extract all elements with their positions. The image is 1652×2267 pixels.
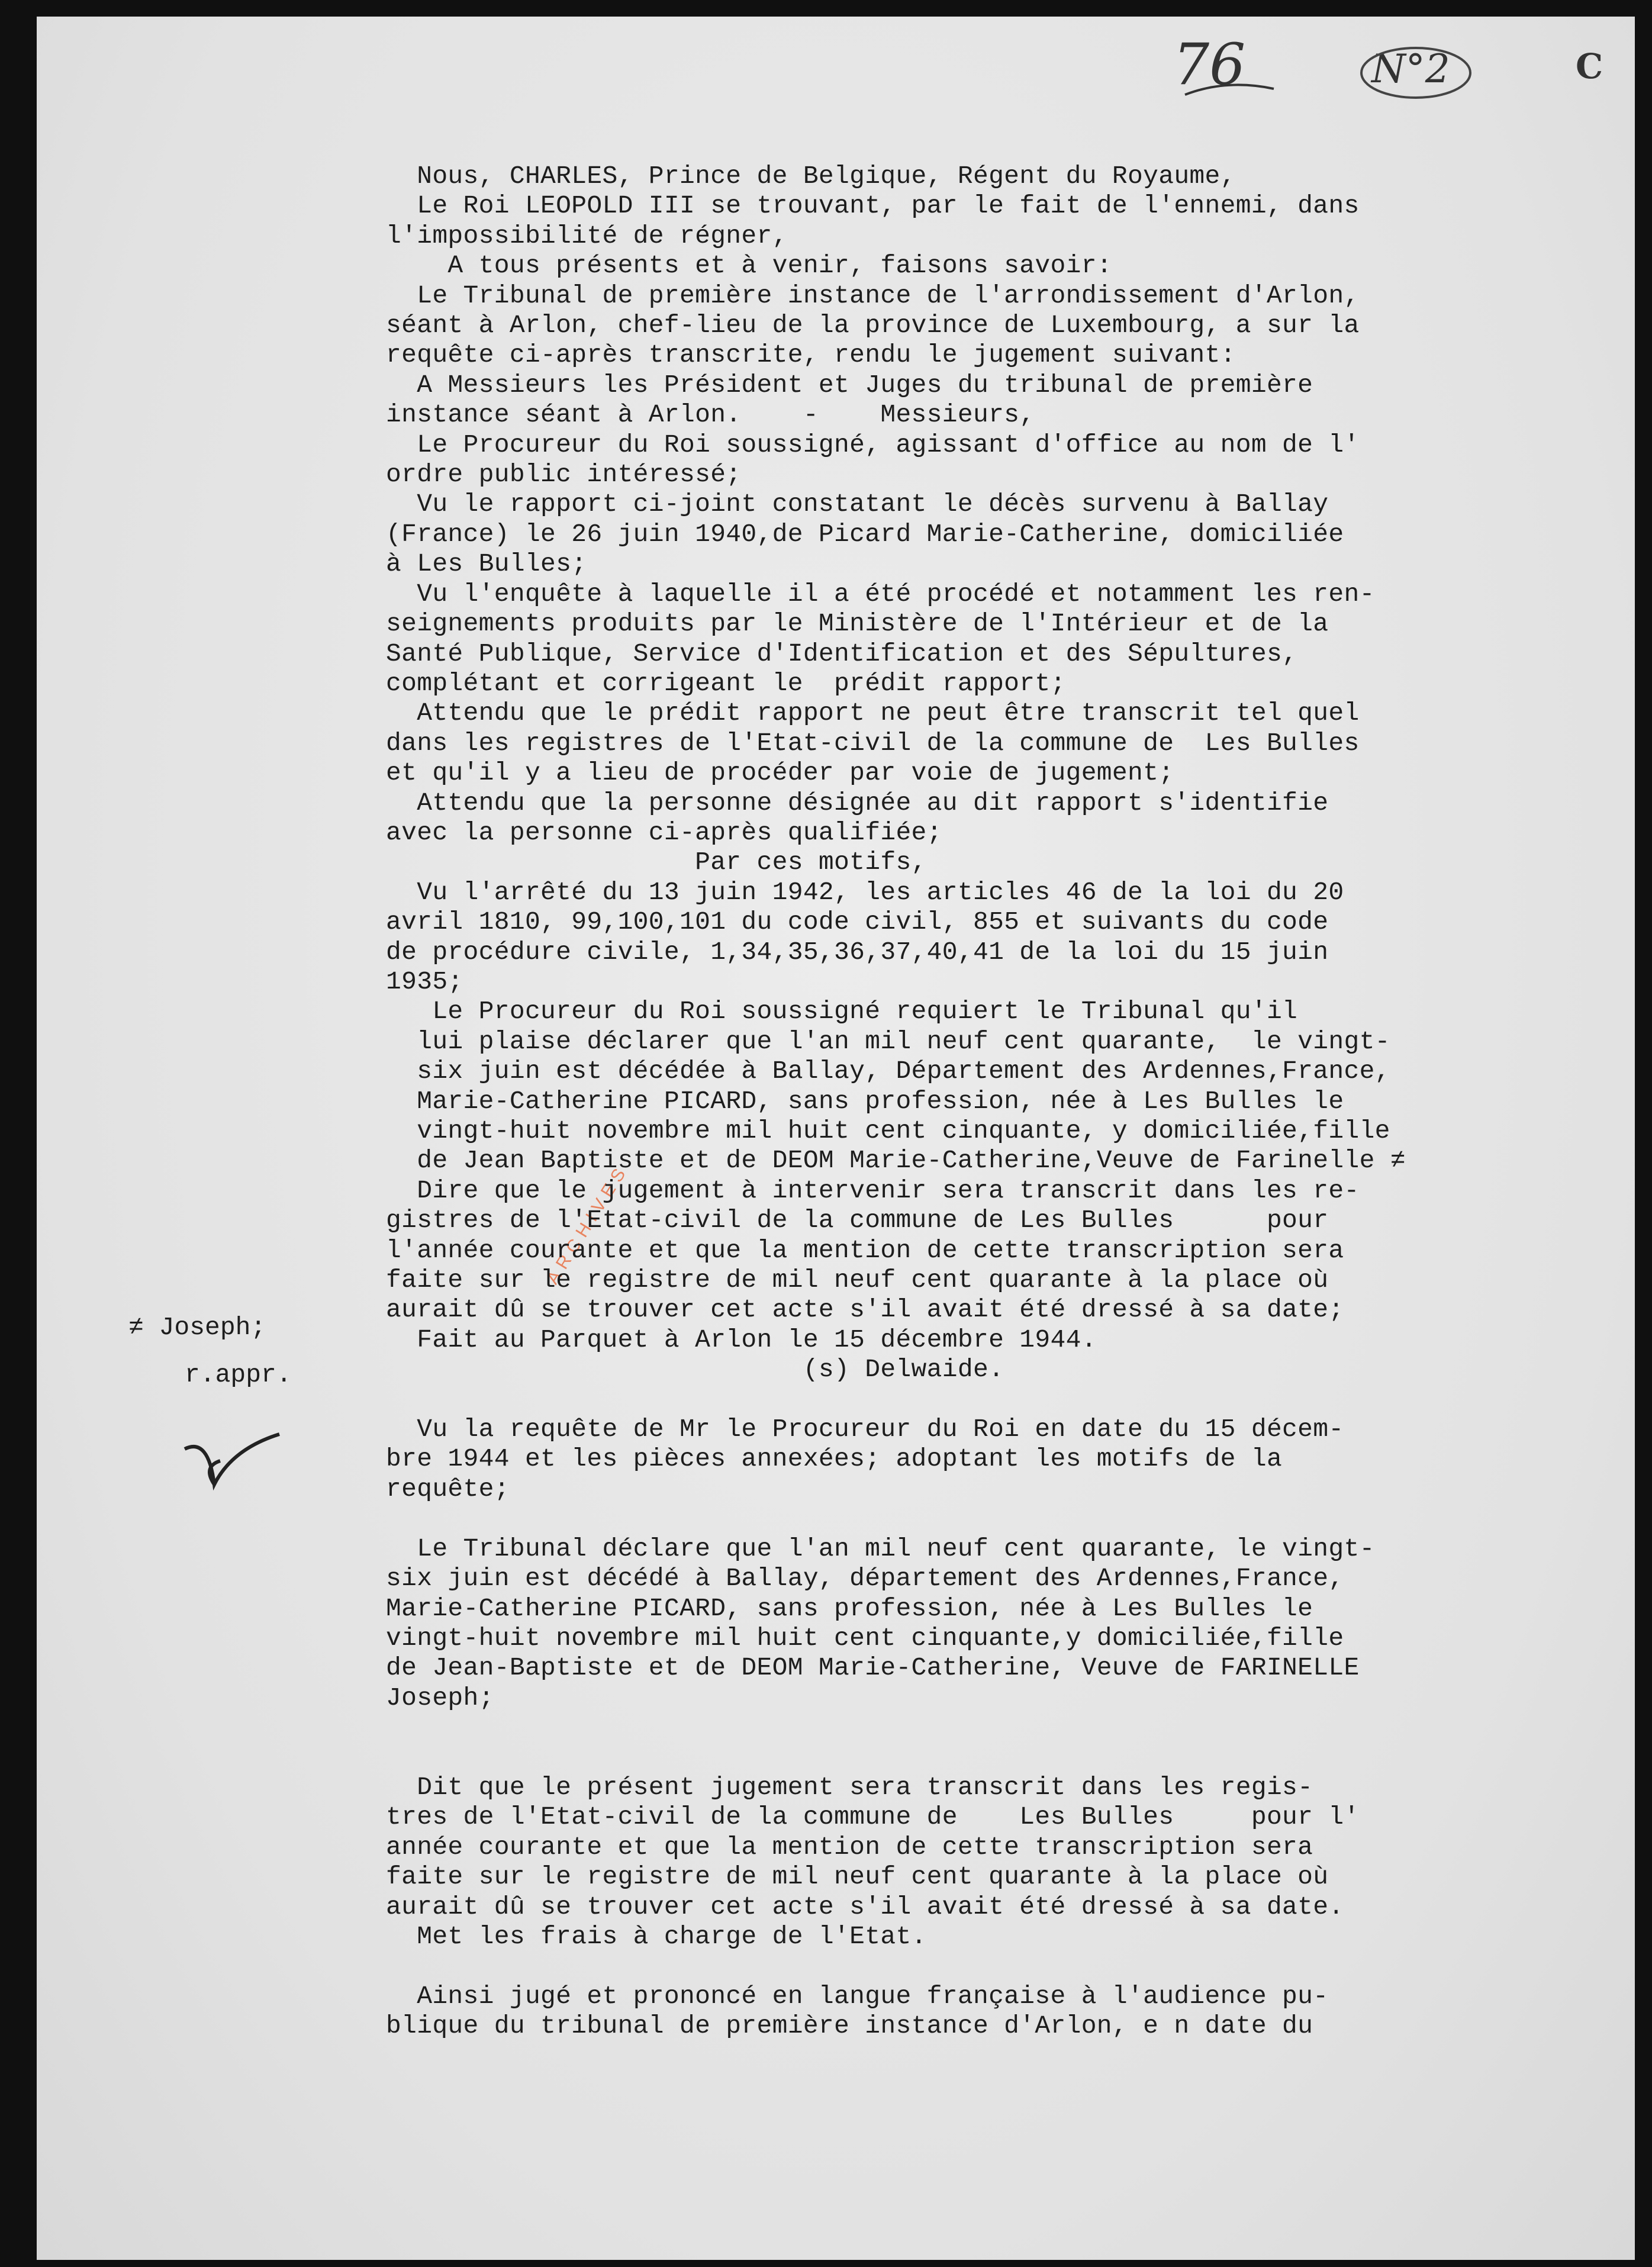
- margin-note-renvoi: r.appr.: [185, 1360, 292, 1389]
- body-line: Joseph;: [386, 1683, 494, 1712]
- body-line: à Les Bulles;: [386, 549, 587, 579]
- body-line: Vu l'enquête à laquelle il a été procédé et notamment les ren-: [386, 579, 1375, 608]
- body-line: vingt-huit novembre mil huit cent cinquante, y domiciliée,fille: [386, 1116, 1390, 1145]
- body-line: Vu le rapport ci-joint constatant le décès survenu à Ballay: [386, 490, 1329, 519]
- body-line: Dit que le présent jugement sera transcrit dans les regis-: [386, 1772, 1313, 1802]
- body-line: seignements produits par le Ministère de l'Intérieur et de la: [386, 609, 1329, 639]
- body-line: Met les frais à charge de l'Etat.: [386, 1921, 927, 1951]
- body-line: avec la personne ci-après qualifiée;: [386, 817, 942, 847]
- body-line: de Jean-Baptiste et de DEOM Marie-Catherine, Veuve de FARINELLE: [386, 1653, 1360, 1683]
- body-line: Marie-Catherine PICARD, sans profession, née à Les Bulles le: [386, 1086, 1344, 1116]
- body-line: [386, 1743, 1647, 1773]
- body-line: aurait dû se trouver cet acte s'il avait été dressé à sa date;: [386, 1295, 1344, 1325]
- body-line: blique du tribunal de première instance d'Arlon, e n date du: [386, 2011, 1313, 2041]
- body-line: faite sur le registre de mil neuf cent quarante à la place où: [386, 1862, 1329, 1892]
- body-line: l'impossibilité de régner,: [386, 221, 788, 250]
- body-line: aurait dû se trouver cet acte s'il avait été dressé à sa date.: [386, 1892, 1344, 1921]
- body-line: 1935;: [386, 967, 463, 996]
- body-line: gistres de l'Etat-civil de la commune de Les Bulles pour: [386, 1206, 1329, 1235]
- body-line: tres de l'Etat-civil de la commune de Les Bulles pour l': [386, 1802, 1360, 1832]
- body-line: de Jean Baptiste et de DEOM Marie-Catherine,Veuve de Farinelle ≠: [386, 1146, 1406, 1176]
- body-line: instance séant à Arlon. - Messieurs,: [386, 400, 1035, 430]
- body-line: (France) le 26 juin 1940,de Picard Marie-Catherine, domiciliée: [386, 519, 1344, 549]
- circle-around-number-mark: [1361, 48, 1470, 98]
- body-line: Santé Publique, Service d'Identification et des Sépultures,: [386, 639, 1298, 668]
- body-line: de procédure civile, 1,34,35,36,37,40,41 de la loi du 15 juin: [386, 937, 1329, 967]
- body-line: Dire que le jugement à intervenir sera transcrit dans les re-: [386, 1176, 1360, 1205]
- margin-note-joseph: ≠ Joseph;: [128, 1313, 266, 1342]
- body-line: [386, 1713, 1647, 1743]
- body-line: Ainsi jugé et prononcé en langue française à l'audience pu-: [386, 1981, 1329, 2011]
- body-line: A Messieurs les Président et Juges du tribunal de première: [386, 370, 1313, 400]
- body-line: [386, 1385, 1647, 1415]
- body-line: lui plaise déclarer que l'an mil neuf cent quarante, le vingt-: [386, 1026, 1390, 1056]
- handwritten-corner-mark: C: [1576, 46, 1603, 86]
- body-line: avril 1810, 99,100,101 du code civil, 855 et suivants du code: [386, 907, 1329, 937]
- body-line: Le Procureur du Roi soussigné requiert le Tribunal qu'il: [386, 997, 1298, 1026]
- body-line: Fait au Parquet à Arlon le 15 décembre 1944.: [386, 1325, 1097, 1354]
- body-line: Nous, CHARLES, Prince de Belgique, Régent du Royaume,: [386, 162, 1236, 191]
- body-line: requête;: [386, 1474, 510, 1503]
- body-line: Le Procureur du Roi soussigné, agissant d'office au nom de l': [386, 430, 1360, 459]
- body-line: complétant et corrigeant le prédit rapport;: [386, 668, 1066, 698]
- body-line: ordre public intéressé;: [386, 460, 742, 490]
- body-line: séant à Arlon, chef-lieu de la province de Luxembourg, a sur la: [386, 311, 1360, 340]
- archives-watermark-stamp: ARCHIVES: [543, 1160, 633, 1288]
- body-line: Le Roi LEOPOLD III se trouvant, par le fait de l'ennemi, dans: [386, 191, 1360, 221]
- document-page: [37, 17, 1635, 2260]
- body-line: Attendu que le prédit rapport ne peut être transcrit tel quel: [386, 698, 1360, 728]
- body-line: dans les registres de l'Etat-civil de la commune de Les Bulles: [386, 728, 1360, 758]
- body-line: [386, 1952, 1647, 1981]
- body-line: six juin est décédé à Ballay, département des Ardennes,France,: [386, 1564, 1344, 1593]
- body-line: Par ces motifs,: [386, 848, 927, 877]
- body-line: requête ci-après transcrite, rendu le jugement suivant:: [386, 340, 1236, 370]
- body-line: six juin est décédée à Ballay, Département des Ardennes,France,: [386, 1057, 1390, 1086]
- body-line: Le Tribunal de première instance de l'arrondissement d'Arlon,: [386, 281, 1360, 310]
- body-line: vingt-huit novembre mil huit cent cinquante,y domiciliée,fille: [386, 1623, 1344, 1653]
- body-line: année courante et que la mention de cette transcription sera: [386, 1832, 1313, 1862]
- handwritten-document-number: N°2: [1371, 46, 1450, 92]
- body-line: Le Tribunal déclare que l'an mil neuf cent quarante, le vingt-: [386, 1534, 1375, 1563]
- body-line: et qu'il y a lieu de procéder par voie de jugement;: [386, 758, 1174, 788]
- body-line: Attendu que la personne désignée au dit rapport s'identifie: [386, 788, 1329, 817]
- body-line: [386, 1504, 1647, 1534]
- body-line: Vu la requête de Mr le Procureur du Roi en date du 15 décem-: [386, 1415, 1344, 1444]
- underline-stroke-mark: [1185, 85, 1274, 95]
- body-line: (s) Delwaide.: [386, 1355, 1004, 1384]
- body-line: A tous présents et à venir, faisons savoir:: [386, 251, 1112, 281]
- paraph-initials-mark: [185, 1434, 279, 1485]
- typed-judgment-body: [386, 162, 1647, 2041]
- body-line: bre 1944 et les pièces annexées; adoptant les motifs de la: [386, 1444, 1283, 1474]
- body-line: Marie-Catherine PICARD, sans profession, née à Les Bulles le: [386, 1593, 1313, 1623]
- body-line: l'année courante et que la mention de cette transcription sera: [386, 1235, 1344, 1265]
- body-line: faite sur le registre de mil neuf cent quarante à la place où: [386, 1265, 1329, 1295]
- handwritten-folio-number: 76: [1173, 31, 1246, 98]
- body-line: Vu l'arrêté du 13 juin 1942, les articles 46 de la loi du 20: [386, 877, 1344, 907]
